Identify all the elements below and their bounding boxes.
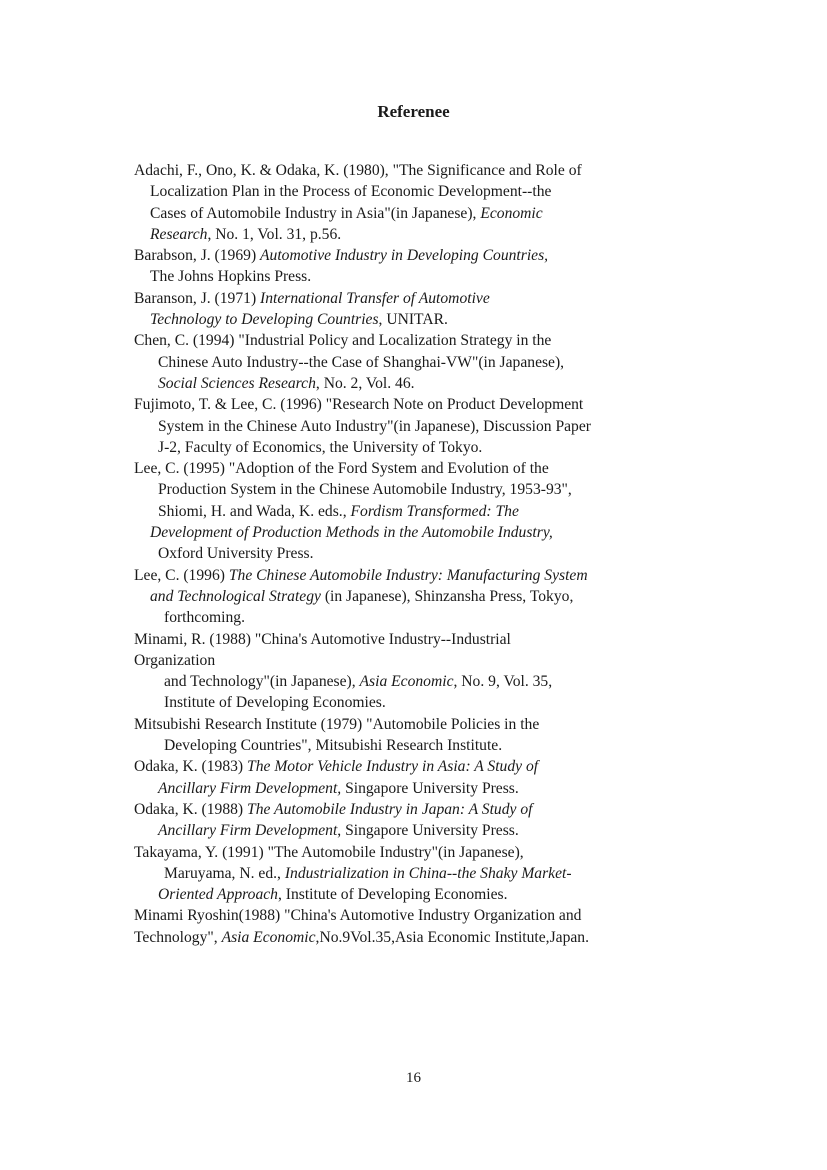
reference-entry <box>134 629 734 714</box>
reference-line: Takayama, Y. (1991) "The Automobile Industry"(in Japanese), <box>134 843 524 861</box>
reference-line: Odaka, K. (1988) The Automobile Industry in Japan: A Study of <box>134 800 533 818</box>
reference-line: Organization <box>134 651 216 669</box>
reference-line: and Technological Strategy (in Japanese), Shinzansha Press, Tokyo, <box>150 587 574 605</box>
reference-line: Minami, R. (1988) "China's Automotive Industry--Industrial <box>134 630 511 648</box>
reference-line: Maruyama, N. ed., Industrialization in China--the Shaky Market- <box>164 864 572 882</box>
reference-line: Oxford University Press. <box>158 545 314 563</box>
reference-entry <box>134 288 734 331</box>
reference-line: Lee, C. (1995) "Adoption of the Ford System and Evolution of the <box>134 460 549 478</box>
page-title: Referenee <box>377 102 450 121</box>
reference-line: Fujimoto, T. & Lee, C. (1996) "Research Note on Product Development <box>134 396 584 414</box>
reference-line: Institute of Developing Economies. <box>164 694 386 712</box>
reference-line: Adachi, F., Ono, K. & Odaka, K. (1980), "The Significance and Role of <box>134 162 582 179</box>
reference-line: Production System in the Chinese Automobile Industry, 1953-93", <box>158 481 572 499</box>
reference-entry <box>134 565 734 629</box>
reference-entry <box>134 842 734 906</box>
reference-line: J-2, Faculty of Economics, the University of Tokyo. <box>158 438 483 456</box>
page-number: 16 <box>406 1070 421 1086</box>
reference-line: Social Sciences Research, No. 2, Vol. 46. <box>158 374 415 392</box>
reference-entry <box>134 160 734 245</box>
reference-line: Cases of Automobile Industry in Asia"(in Japanese), Economic <box>150 204 543 222</box>
reference-line: Technology", Asia Economic,No.9Vol.35,Asia Economic Institute,Japan. <box>134 928 589 946</box>
reference-line: Chen, C. (1994) "Industrial Policy and Localization Strategy in the <box>134 332 552 350</box>
reference-line: Chinese Auto Industry--the Case of Shanghai-VW"(in Japanese), <box>158 353 565 371</box>
reference-entry <box>134 799 734 842</box>
reference-line: Odaka, K. (1983) The Motor Vehicle Industry in Asia: A Study of <box>134 758 539 776</box>
reference-line: Ancillary Firm Development, Singapore University Press. <box>158 779 519 797</box>
reference-line: Development of Production Methods in the Automobile Industry, <box>150 524 553 542</box>
reference-entry <box>134 330 734 394</box>
reference-line: Shiomi, H. and Wada, K. eds., Fordism Transformed: The <box>158 502 519 520</box>
reference-entry <box>134 714 734 757</box>
reference-line: Baranson, J. (1971) International Transfer of Automotive <box>134 289 490 307</box>
reference-line: Lee, C. (1996) The Chinese Automobile Industry: Manufacturing System <box>134 566 588 584</box>
reference-line: Oriented Approach, Institute of Developing Economies. <box>158 886 508 904</box>
reference-entry <box>134 756 734 799</box>
reference-line: Localization Plan in the Process of Economic Development--the <box>150 183 552 201</box>
reference-entry <box>134 245 734 288</box>
reference-line: System in the Chinese Auto Industry"(in Japanese), Discussion Paper <box>158 417 591 435</box>
reference-line: forthcoming. <box>164 609 245 627</box>
reference-entry <box>134 905 734 948</box>
reference-line: The Johns Hopkins Press. <box>150 268 312 286</box>
reference-line: Mitsubishi Research Institute (1979) "Automobile Policies in the <box>134 715 540 733</box>
reference-line: Technology to Developing Countries, UNITAR. <box>150 311 448 329</box>
reference-entry <box>134 458 734 564</box>
reference-line: and Technology"(in Japanese), Asia Economic, No. 9, Vol. 35, <box>164 673 553 691</box>
reference-line: Research, No. 1, Vol. 31, p.56. <box>150 225 342 243</box>
reference-line: Developing Countries", Mitsubishi Research Institute. <box>164 737 503 755</box>
reference-entry <box>134 394 734 458</box>
reference-line: Barabson, J. (1969) Automotive Industry in Developing Countries, <box>134 247 549 265</box>
reference-line: Ancillary Firm Development, Singapore University Press. <box>158 822 519 840</box>
reference-line: Minami Ryoshin(1988) "China's Automotive Industry Organization and <box>134 907 582 925</box>
reference-list <box>134 160 734 948</box>
